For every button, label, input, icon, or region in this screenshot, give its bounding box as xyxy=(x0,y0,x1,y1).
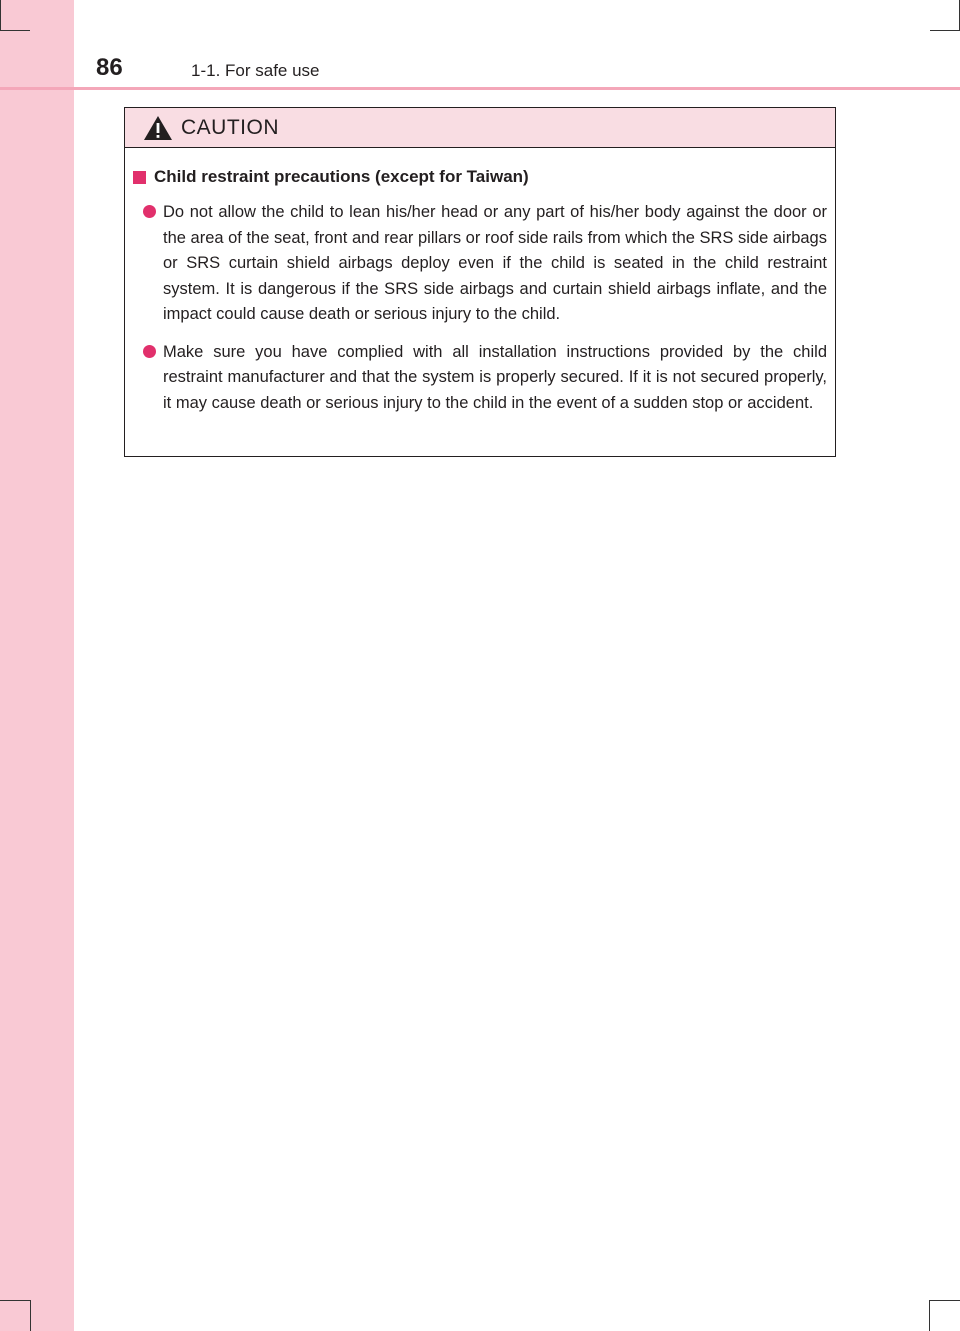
crop-mark xyxy=(30,1300,31,1331)
circle-bullet-icon xyxy=(143,205,156,218)
crop-mark xyxy=(930,1300,960,1301)
caution-title: CAUTION xyxy=(181,115,279,139)
warning-triangle-icon xyxy=(143,115,173,141)
square-bullet-icon xyxy=(133,171,146,184)
page-number: 86 xyxy=(96,54,123,81)
circle-bullet-icon xyxy=(143,345,156,358)
caution-box xyxy=(124,107,836,457)
caution-subheading xyxy=(133,166,827,188)
list-item xyxy=(133,200,827,328)
crop-mark xyxy=(0,0,1,30)
crop-mark xyxy=(0,30,30,31)
list-item-text: Make sure you have complied with all installation instructions provided by the child restraint manufacturer and that the system is properly secured. If it is not secured properly, it may cause death or serious injury to the child in the event of a sudden stop or accident. xyxy=(163,342,827,412)
side-band xyxy=(0,0,74,1331)
crop-mark xyxy=(0,1300,30,1301)
caution-body xyxy=(125,148,835,416)
subheading-text: Child restraint precautions (except for Taiwan) xyxy=(154,167,529,186)
crop-mark xyxy=(930,30,960,31)
list-item-text: Do not allow the child to lean his/her head or any part of his/her body against the door or the area of the seat, front and rear pillars or roof side rails from which the SRS side airbags or SRS curtain shield airbags deploy even if the child is seated in the child restraint system. It is dangerous if the SRS side airbags and curtain shield airbags inflate, and the impact could cause death or serious injury to the child. xyxy=(163,203,827,323)
caution-header xyxy=(125,108,835,148)
crop-mark xyxy=(929,1300,930,1331)
section-title: 1-1. For safe use xyxy=(191,61,320,80)
list-item xyxy=(133,340,827,417)
header-rule xyxy=(0,87,960,90)
